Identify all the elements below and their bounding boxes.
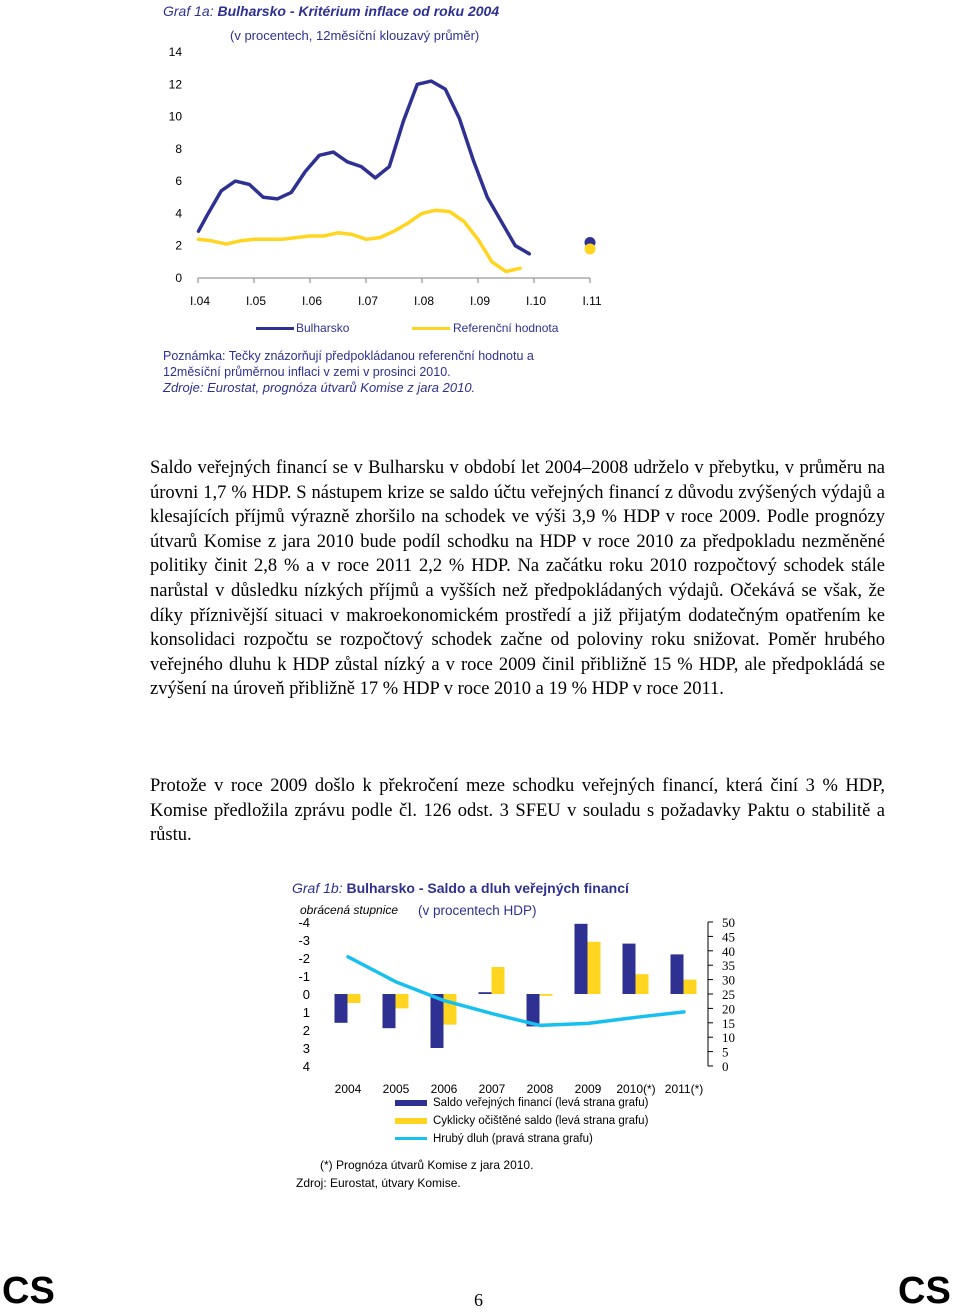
- chart1-legend-label-reference: Referenční hodnota: [453, 321, 559, 335]
- chart2-right-tick-label: 25: [722, 987, 735, 1002]
- chart1-x-tick-label: I.08: [413, 294, 435, 308]
- chart2-left-tick-label: 2: [302, 1023, 310, 1038]
- chart1-series-line-1: [199, 210, 521, 271]
- chart2-right-tick-label: 30: [722, 972, 735, 988]
- chart1-note-line1: Poznámka: Tečky znázorňují předpokládanou referenční hodnotu a: [163, 349, 534, 363]
- chart2-category-label: 2004: [334, 1082, 362, 1096]
- chart2-right-tick-label: 15: [722, 1015, 735, 1031]
- chart2-category-label: 2008: [526, 1082, 554, 1096]
- chart1-x-tick-label: I.11: [582, 294, 602, 308]
- chart2-right-tick-label: 20: [722, 1001, 735, 1017]
- chart2-right-tick-label: 5: [722, 1044, 729, 1060]
- footer-language-code-right: CS: [898, 1270, 951, 1312]
- chart2-category-label: 2007: [478, 1082, 506, 1096]
- chart2-source: Zdroj: Eurostat, útvary Komise.: [296, 1176, 461, 1190]
- chart2-left-tick-label: -3: [298, 933, 310, 948]
- chart2-bar-balance: [575, 924, 588, 994]
- chart1-y-tick-label: 12: [168, 77, 182, 92]
- chart2-plot: [0, 900, 960, 1120]
- chart1-forecast-dot-3: [585, 243, 596, 254]
- chart2-bar-cyclical: [492, 967, 505, 994]
- chart2-bar-balance: [671, 954, 684, 994]
- chart1-x-tick-label: I.09: [469, 294, 491, 308]
- chart1-source: Zdroje: Eurostat, prognóza útvarů Komise z jara 2010.: [163, 380, 476, 395]
- page-number: 6: [474, 1290, 483, 1310]
- chart2-category-label: 2010(*): [616, 1082, 656, 1096]
- chart1-legend-swatch-reference: [412, 327, 450, 330]
- chart1-y-tick-label: 6: [175, 174, 182, 189]
- chart2-bar-cyclical: [636, 974, 649, 994]
- chart1-y-tick-label: 14: [168, 45, 182, 59]
- chart1-title-lead: Graf 1a:: [163, 3, 218, 19]
- chart2-left-tick-label: 3: [302, 1041, 310, 1056]
- chart2-legend-label-balance: Saldo veřejných financí (levá strana grafu): [433, 1097, 649, 1109]
- chart1-x-tick-label: I.07: [357, 294, 379, 308]
- chart1-legend-label-bulharsko: Bulharsko: [296, 321, 350, 335]
- chart2-bar-balance: [431, 994, 444, 1048]
- chart2-right-tick-label: 40: [722, 943, 735, 959]
- chart1-series-line-0: [199, 81, 530, 254]
- chart2-title-bold: Bulharsko - Saldo a dluh veřejných financí: [346, 880, 629, 896]
- chart2-legend-swatch-cyclical: [395, 1118, 427, 1124]
- chart2-legend-label-cyclical: Cyklicky očištěné saldo (levá strana grafu): [433, 1115, 649, 1127]
- chart2-bar-cyclical: [540, 994, 553, 996]
- chart2-left-tick-label: -2: [298, 951, 310, 966]
- chart2-category-label: 2009: [574, 1082, 602, 1096]
- chart2-bar-cyclical: [396, 994, 409, 1008]
- chart2-right-tick-label: 50: [722, 915, 735, 930]
- chart1-x-tick-label: I.04: [189, 294, 211, 308]
- chart2-category-label: 2011(*): [664, 1082, 704, 1096]
- chart2-left-tick-label: 4: [302, 1059, 310, 1074]
- chart2-right-tick-label: 10: [722, 1030, 735, 1046]
- chart2-category-label: 2005: [382, 1082, 410, 1096]
- chart2-left-axis-label: obrácená stupnice: [300, 903, 399, 917]
- chart2-legend-label-debt: Hrubý dluh (pravá strana grafu): [433, 1133, 593, 1145]
- chart2-title: [292, 880, 629, 896]
- chart2-unit-label: (v procentech HDP): [418, 903, 537, 918]
- chart2-bar-balance: [383, 994, 396, 1028]
- chart2-bar-balance: [623, 944, 636, 994]
- chart2-right-tick-label: 0: [722, 1059, 729, 1074]
- chart1-subtitle: (v procentech, 12měsíční klouzavý průměr): [230, 28, 480, 43]
- chart2-category-label: 2006: [430, 1082, 458, 1096]
- chart1-plot: [0, 0, 960, 320]
- chart2-bar-cyclical: [444, 994, 457, 1025]
- chart2-legend-swatch-debt: [395, 1137, 427, 1140]
- chart2-bar-cyclical: [684, 980, 697, 994]
- chart2-bar-cyclical: [588, 942, 601, 994]
- chart2-legend-swatch-balance: [395, 1100, 427, 1106]
- chart2-bar-balance: [335, 994, 348, 1023]
- chart1-x-tick-label: I.10: [525, 294, 547, 308]
- chart2-left-tick-label: -4: [298, 915, 310, 930]
- chart1-y-tick-label: 4: [175, 206, 182, 221]
- chart1-y-tick-label: 0: [175, 271, 182, 285]
- chart1-note-line2: 12měsíční průměrnou inflaci v zemi v prosinci 2010.: [163, 365, 451, 379]
- chart2-left-tick-label: -1: [298, 969, 310, 984]
- chart1-x-tick-label: I.05: [245, 294, 267, 308]
- chart1-y-tick-label: 10: [168, 109, 182, 124]
- chart2-left-tick-label: 1: [302, 1005, 310, 1020]
- chart1-legend-swatch-bulharsko: [256, 327, 294, 330]
- chart2-right-tick-label: 35: [722, 958, 735, 974]
- chart2-title-lead: Graf 1b:: [292, 880, 347, 896]
- chart1-y-tick-label: 8: [175, 141, 182, 156]
- footer-language-code-left: CS: [2, 1270, 55, 1312]
- chart1-y-tick-label: 2: [175, 238, 182, 253]
- chart1-title-bold: Bulharsko - Kritérium inflace od roku 2004: [217, 3, 500, 19]
- chart1-x-tick-label: I.06: [301, 294, 323, 308]
- chart2-left-tick-label: 0: [302, 987, 310, 1002]
- chart2-footnote: (*) Prognóza útvarů Komise z jara 2010.: [320, 1158, 534, 1172]
- body-paragraph-1: Saldo veřejných financí se v Bulharsku v období let 2004–2008 udrželo v přebytku, v průměru na úrovni 1,7 % HDP. S nástupem krize se saldo účtu veřejných financí z důvodu zvýšených výdajů a klesajících příjmů výrazně zhoršilo na schodek ve výši 3,9 % HDP v roce 2009. Podle prognózy útvarů Komise z jara 2010 bude podíl schodku na HDP v roce 2010 za předpokladu nezměněné politiky činit 2,8 % a v roce 2011 2,2 % HDP. Na začátku roku 2010 rozpočtový schodek stále narůstal v důsledku nízkých příjmů a vyšších než předpokládaných výdajů. Očekává se však, že díky příznivější situaci v makroekonomickém prostředí a již přijatým dodatečným opatřením ke konsolidaci rozpočtu se rozpočtový schodek začne od poloviny roku snižovat. Poměr hrubého veřejného dluhu k HDP zůstal nízký a v roce 2009 činil přibližně 15 % HDP, ale předpokládá se zvýšení na úroveň přibližně 17 % HDP v roce 2010 a 19 % HDP v roce 2011.: [150, 458, 885, 700]
- chart2-bar-cyclical: [348, 994, 361, 1003]
- body-paragraph-2: Protože v roce 2009 došlo k překročení meze schodku veřejných financí, která činí 3 % HDP, Komise předložila zprávu podle čl. 126 odst. 3 SFEU v souladu s požadavky Paktu o stabilitě a růstu.: [150, 776, 885, 846]
- chart2-right-tick-label: 45: [722, 929, 735, 945]
- chart2-bar-balance: [479, 992, 492, 994]
